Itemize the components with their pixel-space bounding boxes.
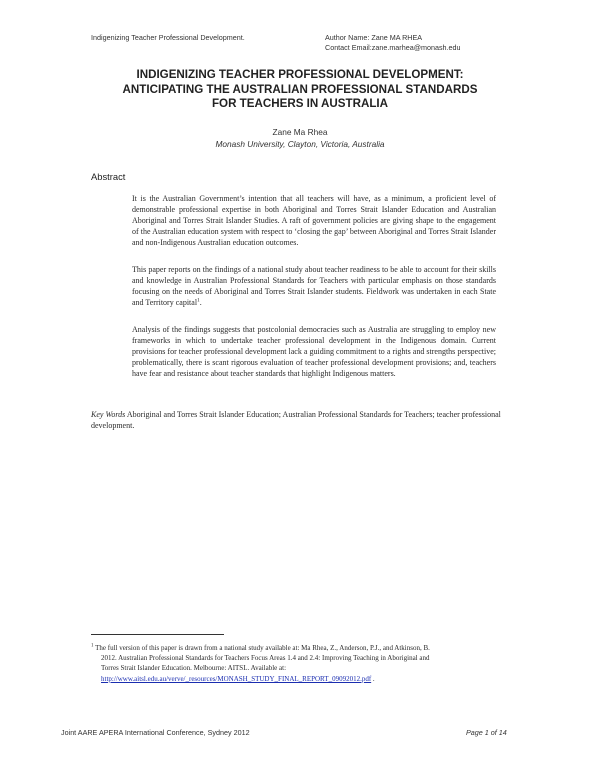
footer-conference: Joint AARE APERA International Conference, Sydney 2012 [61,728,250,737]
paper-title-line: ANTICIPATING THE AUSTRALIAN PROFESSIONAL STANDARDS [122,82,478,96]
footnote-divider [91,634,224,635]
running-header-title: Indigenizing Teacher Professional Development. [91,33,245,42]
paper-title [60,68,540,112]
abstract-paragraph-3: Analysis of the findings suggests that postcolonial democracies such as Australia are struggling to employ new frameworks in which to undertake teacher professional development in the Indigenous domain. Current provisions for teacher professional development lack a guiding commitment to a rights and strengths perspective; problematically, there is scant rigorous evaluation of teacher professional development provisions; and, teachers have fear and resistance about teacher standards that highlight Indigenous matters. [132,325,496,378]
paper-title-line: FOR TEACHERS IN AUSTRALIA [211,97,389,110]
author-affiliation: Monash University, Clayton, Victoria, Australia [215,139,385,149]
running-header-author: Author Name: Zane MA RHEA [325,33,423,42]
footnote-reference[interactable]: 1 [197,297,200,304]
paper-title-line: INDIGENIZING TEACHER PROFESSIONAL DEVELOPMENT: [136,68,464,81]
report-link[interactable]: http://www.aitsl.edu.au/verve/_resources/MONASH_STUDY_FINAL_REPORT_09092012.pdf [101,674,372,683]
footnote-line-2: 2012. Australian Professional Standards for Teachers Focus Areas 1.4 and 2.4: Improving Teaching in Aboriginal and [101,654,430,663]
abstract-paragraph-1: It is the Australian Government’s intention that all teachers will have, as a minimum, a proficient level of demonstrable professional expertise in both Aboriginal and Torres Strait Islander Education and Australian Aboriginal and Torres Strait Islander Studies. A raft of government policies are giving shape to the engagement of the Australian education system with respect to ‘closing the gap’ between Aboriginal and Torres Strait Islander and non-Indigenous Australian education outcomes. [132,194,496,247]
footer-page-number: Page 1 of 14 [466,728,507,737]
footnote [91,643,503,684]
keywords-label: Key Words [91,410,126,419]
footnote-link-suffix: . [371,674,375,683]
keywords [91,410,511,432]
abstract-paragraph-2-text: This paper reports on the findings of a national study about teacher readiness to be able to account for their skills and knowledge in Australian Professional Standards for Teachers with particular emphasis on those standards focusing on the needs of Aboriginal and Torres Strait Islander students. Fieldwork was undertaken in each State and Territory capital [132,265,496,307]
keywords-text: Aboriginal and Torres Strait Islander Education; Australian Professional Standards for Teachers; teacher professional development. [91,410,501,430]
footnote-mark: 1 [91,643,94,649]
abstract-paragraph-2 [132,265,496,309]
footnote-line-3: Torres Strait Islander Education. Melbourne: AITSL. Available at: [101,664,287,673]
abstract-heading: Abstract [91,171,126,182]
author-name: Zane Ma Rhea [272,127,328,137]
running-header-contact: Contact Email:zane.marhea@monash.edu [325,43,461,52]
footnote-link-line [91,674,503,684]
footnote-line [91,643,503,653]
footnote-line-1: The full version of this paper is drawn from a national study available at: Ma Rhea, Z., Anderson, P.J., and Atkinson, B. [93,644,430,652]
abstract-paragraph-2-end: . [199,297,202,307]
